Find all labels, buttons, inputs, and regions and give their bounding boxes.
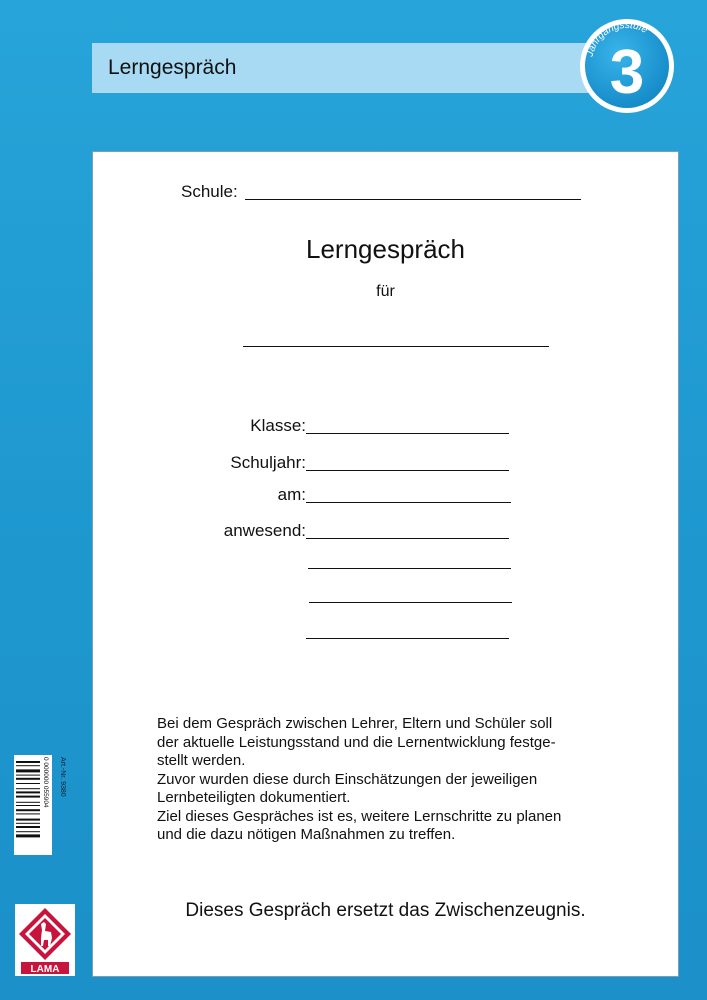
document-title: Lerngespräch bbox=[306, 234, 465, 264]
barcode bbox=[14, 755, 74, 855]
school-field[interactable] bbox=[245, 199, 581, 200]
description-line: stellt werden. bbox=[157, 752, 246, 769]
description-line: Ziel dieses Gespräches ist es, weitere Lernschritte zu planen bbox=[157, 807, 562, 825]
student-name-field[interactable] bbox=[243, 346, 549, 347]
banner-title: Lerngespräch bbox=[108, 56, 237, 79]
school-label: Schule: bbox=[181, 182, 238, 201]
description-line: Bei dem Gespräch zwischen Lehrer, Eltern und Schüler soll bbox=[157, 715, 553, 732]
class-label: Klasse: bbox=[250, 416, 306, 435]
description-line: der aktuelle Leistungsstand und die Lernentwicklung festge- bbox=[157, 733, 556, 751]
description-line: Lernbeteiligten dokumentiert. bbox=[157, 789, 351, 806]
grade-number: 3 bbox=[609, 38, 645, 107]
date-label: am: bbox=[277, 485, 306, 504]
present-field-3[interactable] bbox=[309, 602, 512, 603]
present-label: anwesend: bbox=[223, 521, 306, 540]
present-field-2[interactable] bbox=[308, 568, 511, 569]
present-field-1[interactable] bbox=[306, 538, 509, 539]
school-year-field[interactable] bbox=[306, 470, 509, 471]
description-text bbox=[157, 715, 627, 845]
publisher-name: LAMA bbox=[30, 964, 60, 975]
grade-badge bbox=[572, 8, 682, 118]
date-field[interactable] bbox=[306, 502, 511, 503]
footer-note: Dieses Gespräch ersetzt das Zwischenzeugnis. bbox=[185, 900, 586, 921]
article-number: Art.-Nr. 9380 bbox=[59, 757, 66, 797]
class-field[interactable] bbox=[306, 433, 509, 434]
for-label: für bbox=[376, 283, 395, 300]
publisher-logo bbox=[15, 904, 75, 976]
form-sheet bbox=[92, 151, 679, 977]
description-line: und die dazu nötigen Maßnahmen zu treffen. bbox=[157, 826, 456, 843]
grade-label: Jahrgangsstufe bbox=[584, 19, 650, 58]
barcode-number: 0 000000 055904 bbox=[42, 757, 49, 808]
title-banner bbox=[92, 43, 612, 93]
school-year-label: Schuljahr: bbox=[230, 453, 306, 472]
description-line: Zuvor wurden diese durch Einschätzungen der jeweiligen bbox=[157, 770, 538, 788]
present-field-4[interactable] bbox=[306, 638, 509, 639]
